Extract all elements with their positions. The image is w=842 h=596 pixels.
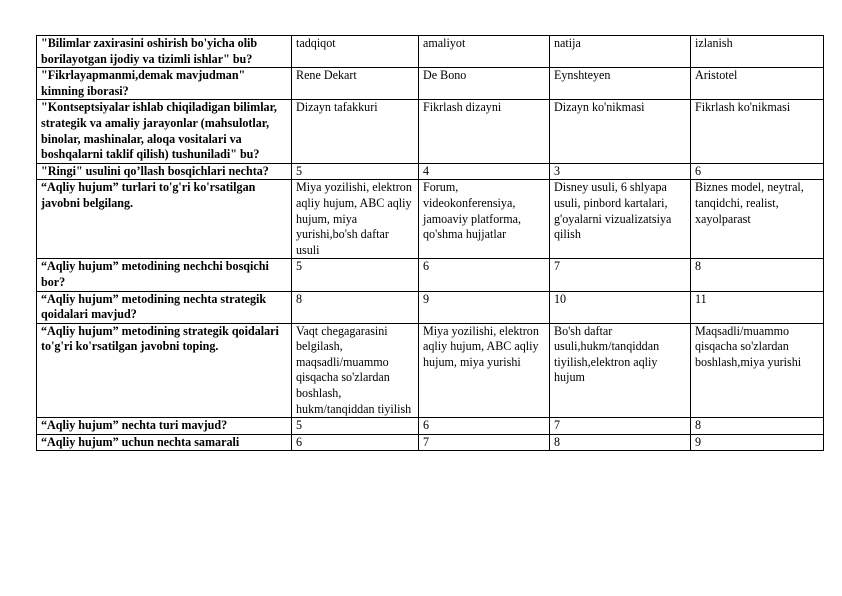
answer-option-cell: 6 <box>292 434 419 451</box>
answer-option-cell: Disney usuli, 6 shlyapa usuli, pinbord kartalari, g'oyalarni vizualizatsiya qilish <box>550 180 691 259</box>
question-cell: “Aqliy hujum” metodining strategik qoidalari to'g'ri ko'rsatilgan javobni toping. <box>37 323 292 418</box>
answer-option-cell: 5 <box>292 259 419 291</box>
question-cell: “Aqliy hujum” uchun nechta samarali <box>37 434 292 451</box>
answer-option-cell: Dizayn tafakkuri <box>292 100 419 163</box>
table-row <box>37 259 824 291</box>
answer-option-cell: 8 <box>550 434 691 451</box>
answer-option-cell: De Bono <box>419 68 550 100</box>
answer-option-cell: 8 <box>292 291 419 323</box>
question-cell: “Aqliy hujum” nechta turi mavjud? <box>37 418 292 435</box>
quiz-table <box>36 35 824 451</box>
answer-option-cell: 5 <box>292 163 419 180</box>
answer-option-cell: 6 <box>419 259 550 291</box>
answer-option-cell: 7 <box>550 418 691 435</box>
answer-option-cell: Biznes model, neytral, tanqidchi, realist, xayolparast <box>691 180 824 259</box>
quiz-table-body <box>37 36 824 451</box>
answer-option-cell: 6 <box>691 163 824 180</box>
question-cell: "Fikrlayapmanmi,demak mavjudman" kimning iborasi? <box>37 68 292 100</box>
answer-option-cell: Rene Dekart <box>292 68 419 100</box>
answer-option-cell: 9 <box>691 434 824 451</box>
answer-option-cell: Forum, videokonferensiya, jamoaviy platforma, qo'shma hujjatlar <box>419 180 550 259</box>
answer-option-cell: tadqiqot <box>292 36 419 68</box>
question-cell: "Kontseptsiyalar ishlab chiqiladigan bilimlar, strategik va amaliy jarayonlar (mahsulotlar, binolar, mashinalar, aloqa vositalari va boshqalarni taklif qilish) tushuniladi" bu? <box>37 100 292 163</box>
answer-option-cell: Eynshteyen <box>550 68 691 100</box>
table-row <box>37 434 824 451</box>
answer-option-cell: 11 <box>691 291 824 323</box>
answer-option-cell: 4 <box>419 163 550 180</box>
table-row <box>37 180 824 259</box>
table-row <box>37 100 824 163</box>
question-cell: "Ringi" usulini qo’llash bosqichlari nechta? <box>37 163 292 180</box>
answer-option-cell: 3 <box>550 163 691 180</box>
answer-option-cell: Fikrlash ko'nikmasi <box>691 100 824 163</box>
table-row <box>37 418 824 435</box>
question-cell: "Bilimlar zaxirasini oshirish bo'yicha olib borilayotgan ijodiy va tizimli ishlar" bu? <box>37 36 292 68</box>
answer-option-cell: natija <box>550 36 691 68</box>
answer-option-cell: izlanish <box>691 36 824 68</box>
answer-option-cell: 10 <box>550 291 691 323</box>
table-row <box>37 36 824 68</box>
answer-option-cell: Maqsadli/muammo qisqacha so'zlardan boshlash,miya yurishi <box>691 323 824 418</box>
answer-option-cell: Miya yozilishi, elektron aqliy hujum, ABC aqliy hujum, miya yurishi,bo'sh daftar usuli <box>292 180 419 259</box>
answer-option-cell: 9 <box>419 291 550 323</box>
answer-option-cell: 8 <box>691 418 824 435</box>
question-cell: “Aqliy hujum” metodining nechta strategik qoidalari mavjud? <box>37 291 292 323</box>
answer-option-cell: 5 <box>292 418 419 435</box>
question-cell: “Aqliy hujum” turlari to'g'ri ko'rsatilgan javobni belgilang. <box>37 180 292 259</box>
answer-option-cell: Bo'sh daftar usuli,hukm/tanqiddan tiyilish,elektron aqliy hujum <box>550 323 691 418</box>
answer-option-cell: Dizayn ko'nikmasi <box>550 100 691 163</box>
answer-option-cell: amaliyot <box>419 36 550 68</box>
answer-option-cell: 7 <box>550 259 691 291</box>
answer-option-cell: 7 <box>419 434 550 451</box>
answer-option-cell: Vaqt chegagarasini belgilash, maqsadli/muammo qisqacha so'zlardan boshlash, hukm/tanqiddan tiyilish <box>292 323 419 418</box>
table-row <box>37 68 824 100</box>
table-row <box>37 291 824 323</box>
table-row <box>37 163 824 180</box>
table-row <box>37 323 824 418</box>
answer-option-cell: Miya yozilishi, elektron aqliy hujum, ABC aqliy hujum, miya yurishi <box>419 323 550 418</box>
answer-option-cell: Fikrlash dizayni <box>419 100 550 163</box>
answer-option-cell: Aristotel <box>691 68 824 100</box>
answer-option-cell: 6 <box>419 418 550 435</box>
answer-option-cell: 8 <box>691 259 824 291</box>
question-cell: “Aqliy hujum” metodining nechchi bosqichi bor? <box>37 259 292 291</box>
